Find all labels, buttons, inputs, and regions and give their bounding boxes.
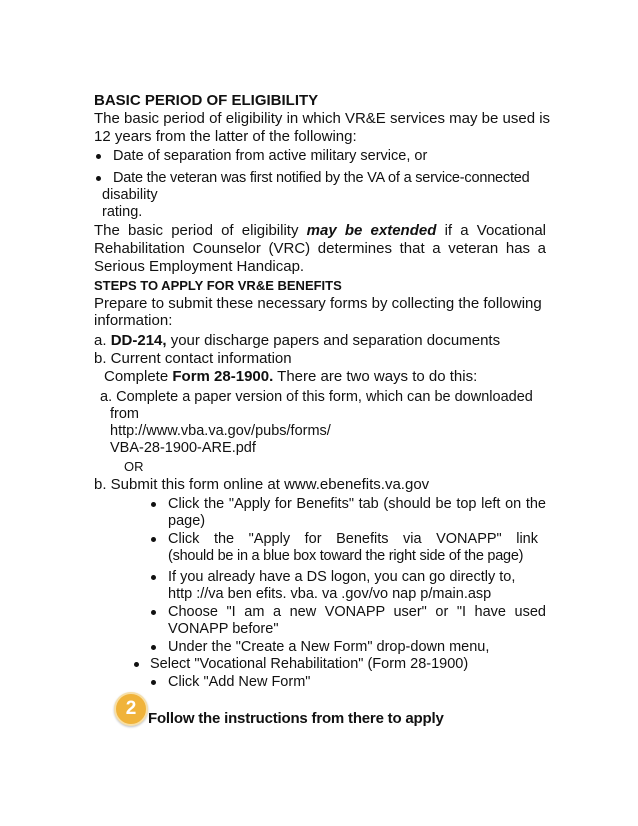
extension-text-a: The basic period of eligibility [94, 222, 299, 239]
item-a-dd214 [94, 332, 500, 350]
extension-text-b: if a Vocational [444, 222, 546, 239]
online-step-3-line-2: http ://va ben efits. vba. va .gov/vo nap p/main.asp [168, 586, 492, 602]
section-heading-steps: STEPS TO APPLY FOR VR&E BENEFITS [94, 278, 342, 293]
online-step-4-line-1: Choose "I am a new VONAPP user" or "I have used [168, 604, 546, 620]
bullet-dot [151, 537, 156, 542]
eligibility-bullet-notified: Date the veteran was first notified by the VA of a service-connected [113, 170, 530, 186]
bullet-dot [151, 645, 156, 650]
paper-option-url-2[interactable]: VBA-28-1900-ARE.pdf [110, 440, 256, 456]
prepare-line-1: Prepare to submit these necessary forms by collecting the following [94, 295, 542, 312]
item-a-bold: DD-214, [110, 332, 167, 349]
online-step-5: Under the "Create a New Form" drop-down menu, [168, 639, 490, 655]
complete-form-number: Form 28-1900. [172, 368, 274, 385]
extension-line-1 [94, 222, 546, 240]
intro-line-1: The basic period of eligibility in which VR&E services may be used is [94, 110, 551, 127]
bullet-dot [96, 154, 101, 159]
final-instruction: Follow the instructions from there to apply [148, 710, 444, 727]
extension-line-2: Rehabilitation Counselor (VRC) determines that a veteran has a [94, 240, 546, 257]
prepare-line-2: information: [94, 312, 173, 329]
online-step-7: Click "Add New Form" [168, 674, 311, 690]
step-number-badge-icon: 2 [114, 692, 148, 726]
online-step-1-line-1: Click the "Apply for Benefits" tab (should be top left on the [168, 496, 546, 512]
online-step-6: Select "Vocational Rehabilitation" (Form 28-1900) [150, 656, 469, 672]
intro-line-2: 12 years from the latter of the following: [94, 128, 357, 145]
or-separator: OR [124, 459, 144, 474]
online-step-2-line-1: Click the "Apply for Benefits via VONAPP" link [168, 531, 538, 547]
eligibility-bullet-separation: Date of separation from active military service, or [113, 148, 428, 164]
bullet-dot [96, 176, 101, 181]
complete-form-line [104, 368, 477, 386]
extension-emphasis: may be extended [306, 222, 437, 239]
eligibility-bullet-notified-cont-2: rating. [102, 204, 143, 220]
online-step-3-line-1: If you already have a DS logon, you can go directly to, [168, 569, 516, 585]
item-a-rest: your discharge papers and separation documents [170, 332, 501, 349]
section-heading-basic-eligibility: BASIC PERIOD OF ELIGIBILITY [94, 92, 319, 109]
online-step-2-line-2: (should be in a blue box toward the right side of the page) [168, 548, 524, 564]
online-step-4-line-2: VONAPP before" [168, 621, 279, 637]
bullet-dot [151, 575, 156, 580]
eligibility-bullet-notified-cont-1: disability [102, 187, 158, 203]
paper-option-line-1: a. Complete a paper version of this form, which can be downloaded [100, 389, 533, 405]
online-option: b. Submit this form online at www.ebenefits.va.gov [94, 476, 430, 493]
bullet-dot [151, 610, 156, 615]
paper-option-url-1[interactable]: http://www.vba.va.gov/pubs/forms/ [110, 423, 331, 439]
online-step-1-line-2: page) [168, 513, 206, 529]
complete-pre: Complete [104, 368, 169, 385]
bullet-dot [151, 502, 156, 507]
bullet-dot [134, 662, 139, 667]
paper-option-line-2: from [110, 406, 139, 422]
extension-line-3: Serious Employment Handicap. [94, 258, 305, 275]
complete-rest: There are two ways to do this: [277, 368, 478, 385]
item-a-prefix: a. [94, 332, 107, 349]
bullet-dot [151, 680, 156, 685]
item-b-contact: b. Current contact information [94, 350, 292, 367]
